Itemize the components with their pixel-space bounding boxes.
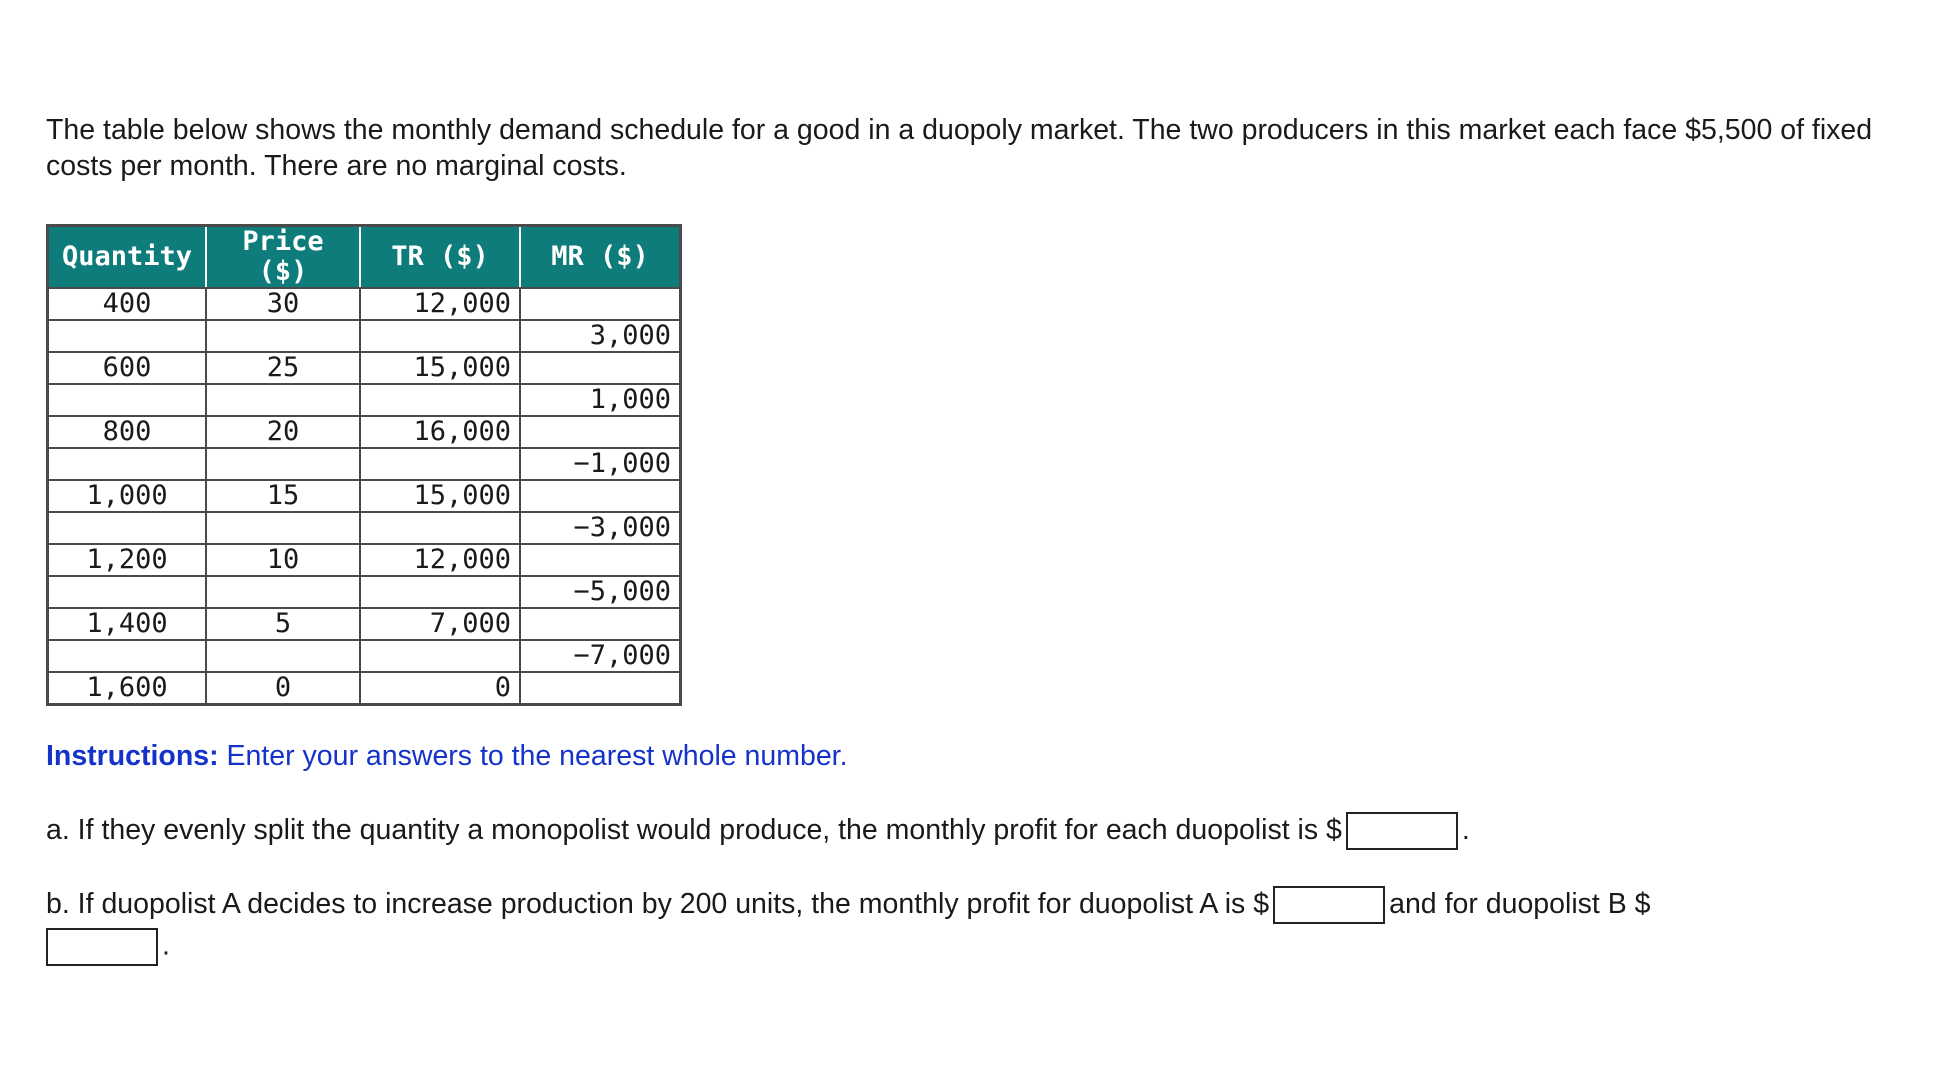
price-cell: 0 (206, 672, 360, 705)
header-price: Price ($) (206, 226, 360, 289)
price-cell: 5 (206, 608, 360, 640)
quantity-cell: 1,400 (48, 608, 207, 640)
tr-cell (360, 320, 520, 352)
table-row (48, 608, 681, 640)
mr-cell (520, 608, 681, 640)
tr-cell (360, 448, 520, 480)
header-quantity: Quantity (48, 226, 207, 289)
tr-cell (360, 576, 520, 608)
price-cell: 25 (206, 352, 360, 384)
mr-cell (520, 544, 681, 576)
price-cell: 30 (206, 288, 360, 320)
table-row (48, 384, 681, 416)
quantity-cell (48, 640, 207, 672)
price-cell (206, 448, 360, 480)
mr-cell (520, 480, 681, 512)
table-row (48, 512, 681, 544)
table-row (48, 576, 681, 608)
instructions-text: Enter your answers to the nearest whole number. (226, 740, 848, 772)
mr-cell: −5,000 (520, 576, 681, 608)
table-header-row (48, 226, 681, 289)
table-row (48, 352, 681, 384)
price-cell (206, 640, 360, 672)
price-cell (206, 384, 360, 416)
table-row (48, 544, 681, 576)
question-a-period: . (1461, 814, 1470, 846)
table-row (48, 672, 681, 705)
quantity-cell (48, 448, 207, 480)
answer-b-duopolist-b-input[interactable] (46, 928, 158, 966)
table-row (48, 640, 681, 672)
mr-cell: 3,000 (520, 320, 681, 352)
problem-intro: The table below shows the monthly demand schedule for a good in a duopoly market. The two producers in this market each face $5,500 of fixed costs per month. There are no marginal costs. (46, 114, 1873, 182)
quantity-cell: 1,200 (48, 544, 207, 576)
quantity-cell: 600 (48, 352, 207, 384)
question-b-middle-text: and for duopolist B $ (1389, 888, 1651, 920)
question-b-period: . (162, 929, 170, 962)
mr-cell (520, 672, 681, 705)
table-row (48, 480, 681, 512)
quantity-cell: 400 (48, 288, 207, 320)
table-row (48, 288, 681, 320)
header-tr: TR ($) (360, 226, 520, 289)
instructions (46, 740, 848, 773)
price-cell: 10 (206, 544, 360, 576)
table-row (48, 416, 681, 448)
answer-b-duopolist-a-input[interactable] (1273, 886, 1385, 924)
tr-cell (360, 512, 520, 544)
quantity-cell: 800 (48, 416, 207, 448)
mr-cell: 1,000 (520, 384, 681, 416)
price-cell (206, 512, 360, 544)
mr-cell: −1,000 (520, 448, 681, 480)
table-row (48, 448, 681, 480)
quantity-cell (48, 384, 207, 416)
quantity-cell: 1,000 (48, 480, 207, 512)
tr-cell (360, 640, 520, 672)
question-b (46, 886, 1651, 924)
price-cell: 20 (206, 416, 360, 448)
tr-cell: 12,000 (360, 288, 520, 320)
table-row (48, 320, 681, 352)
tr-cell: 12,000 (360, 544, 520, 576)
price-cell (206, 576, 360, 608)
question-b-text: b. If duopolist A decides to increase production by 200 units, the monthly profit for duopolist A is $ (46, 888, 1270, 920)
instructions-label: Instructions: (46, 740, 219, 772)
quantity-cell (48, 512, 207, 544)
quantity-cell: 1,600 (48, 672, 207, 705)
tr-cell: 16,000 (360, 416, 520, 448)
question-a (46, 812, 1470, 850)
demand-schedule-table (46, 224, 682, 706)
price-cell (206, 320, 360, 352)
question-a-text: a. If they evenly split the quantity a monopolist would produce, the monthly profit for each duopolist is $ (46, 814, 1342, 846)
answer-a-input[interactable] (1346, 812, 1458, 850)
mr-cell (520, 288, 681, 320)
tr-cell (360, 384, 520, 416)
tr-cell: 15,000 (360, 352, 520, 384)
price-cell: 15 (206, 480, 360, 512)
header-mr: MR ($) (520, 226, 681, 289)
tr-cell: 7,000 (360, 608, 520, 640)
tr-cell: 0 (360, 672, 520, 705)
mr-cell (520, 416, 681, 448)
mr-cell (520, 352, 681, 384)
mr-cell: −7,000 (520, 640, 681, 672)
question-b-line2 (46, 928, 170, 966)
quantity-cell (48, 320, 207, 352)
tr-cell: 15,000 (360, 480, 520, 512)
mr-cell: −3,000 (520, 512, 681, 544)
quantity-cell (48, 576, 207, 608)
